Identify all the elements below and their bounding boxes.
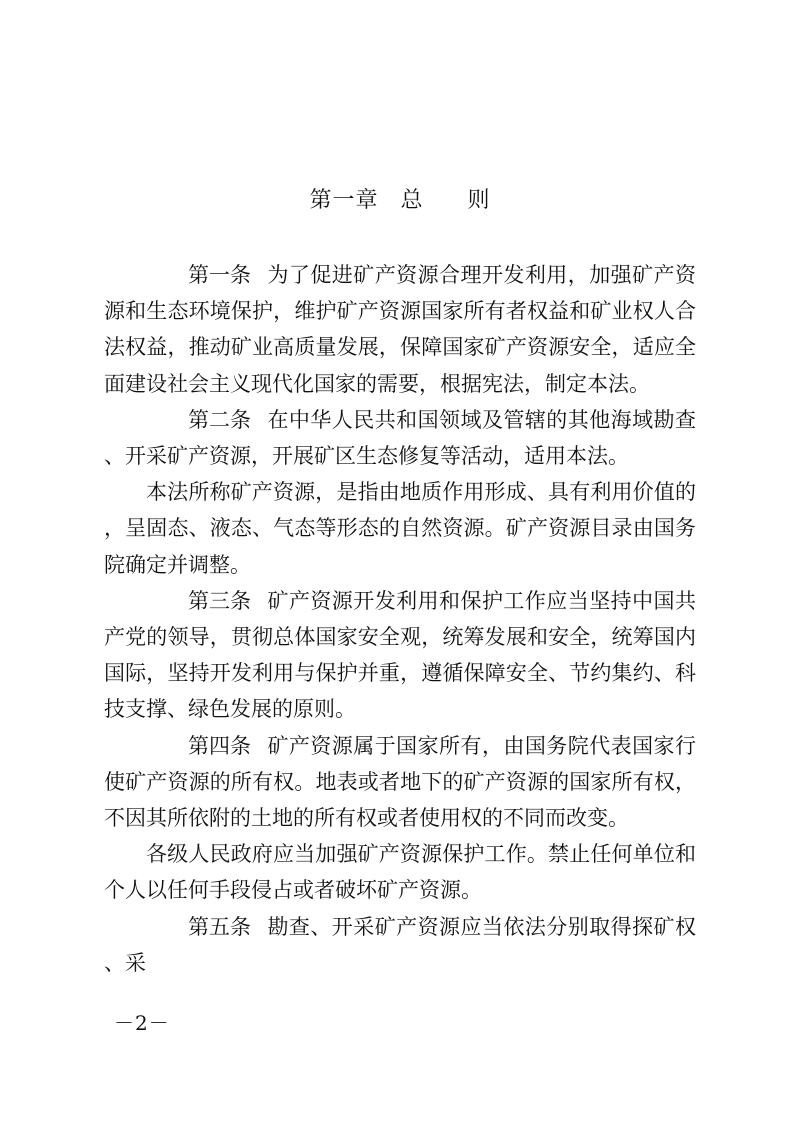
paragraph-text: 本法所称矿产资源，是指由地质作用形成、具有利用价值的，呈固态、液态、气态等形态的自然资源。矿产资源目录由国务院确定并调整。 (104, 480, 696, 577)
paragraph-text: 矿产资源属于国家所有，由国务院代表国家行使矿产资源的所有权。地表或者地下的矿产资源的国家所有权，不因其所依附的土地的所有权或者使用权的不同而改变。 (104, 733, 696, 831)
article-number: 第四条 (188, 733, 251, 758)
paragraph-text: 各级人民政府应当加强矿产资源保护工作。禁止任何单位和个人以任何手段侵占或者破坏矿产资源。 (104, 842, 696, 903)
paragraph (104, 836, 696, 908)
article-number: 第三条 (188, 588, 251, 613)
paragraph (104, 257, 696, 402)
page-number: －2－ (114, 1011, 170, 1035)
paragraph (104, 728, 696, 837)
article-number: 第一条 (188, 263, 251, 287)
article-number: 第五条 (188, 914, 251, 939)
paragraph (104, 583, 696, 728)
article-number: 第二条 (188, 407, 251, 432)
paragraph-text: 在中华人民共和国领域及管辖的其他海域勘查、开采矿产资源，开展矿区生态修复等活动，适用本法。 (104, 407, 696, 469)
paragraph (104, 909, 696, 981)
paragraph-text: 矿产资源开发利用和保护工作应当坚持中国共产党的领导，贯彻总体国家安全观，统筹发展和安全，统筹国内国际，坚持开发利用与保护并重，遵循保障安全、节约集约、科技支撑、绿色发展的原则。 (104, 588, 696, 722)
paragraph (104, 474, 696, 583)
chapter-heading (0, 184, 800, 218)
chapter-title-first-char: 总 (400, 188, 424, 213)
chapter-title-second-char: 则 (467, 188, 491, 213)
paragraph-text: 为了促进矿产资源合理开发利用，加强矿产资源和生态环境保护，维护矿产资源国家所有者权益和矿业权人合法权益，推动矿业高质量发展，保障国家矿产资源安全，适应全面建设社会主义现代化国家的需要，根据宪法，制定本法。 (104, 263, 696, 396)
document-body (104, 257, 696, 981)
chapter-number: 第一章 (309, 188, 379, 213)
paragraph-text: 勘查、开采矿产资源应当依法分别取得探矿权、采 (104, 914, 696, 975)
paragraph (104, 402, 696, 474)
